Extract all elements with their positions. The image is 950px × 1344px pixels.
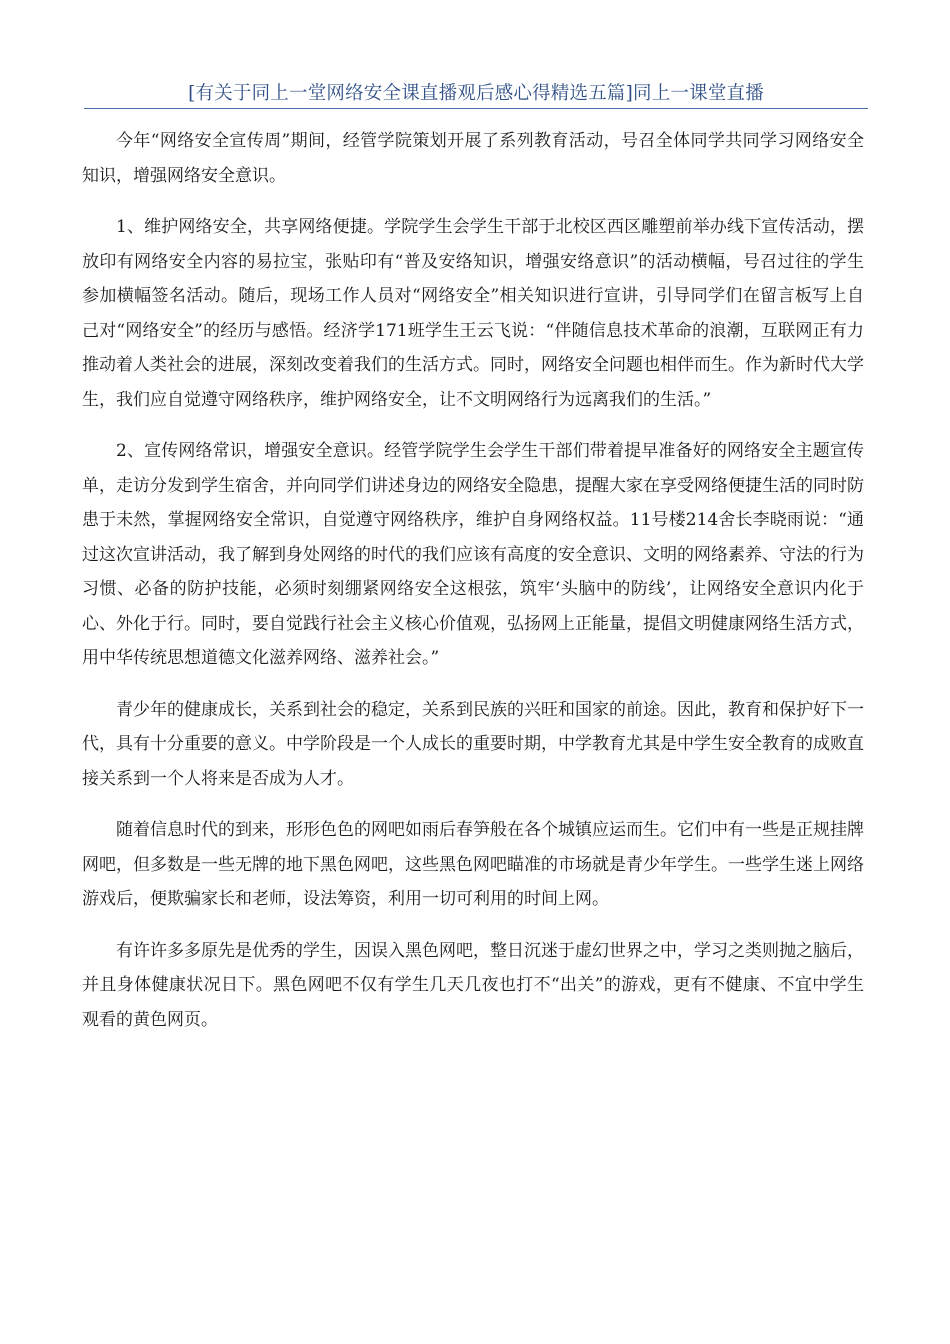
paragraph-intro: 今年“网络安全宣传周”期间，经管学院策划开展了系列教育活动，号召全体同学共同学习网络安全知识，增强网络安全意识。 <box>82 131 864 186</box>
paragraph-internet-cafes: 随着信息时代的到来，形形色色的网吧如雨后春笋般在各个城镇应运而生。它们中有一些是正规挂牌网吧，但多数是一些无牌的地下黑色网吧，这些黑色网吧瞄准的市场就是青少年学生。一些学生迷上网络游戏后，便欺骗家长和老师，设法筹资，利用一切可利用的时间上网。 <box>82 820 864 909</box>
title-underline <box>84 108 868 109</box>
document-body <box>82 124 864 1054</box>
paragraph-youth-growth: 青少年的健康成长，关系到社会的稳定，关系到民族的兴旺和国家的前途。因此，教育和保护好下一代，具有十分重要的意义。中学阶段是一个人成长的重要时期，中学教育尤其是中学生安全教育的成败直接关系到一个人将来是否成为人才。 <box>82 699 864 789</box>
paragraph-item-1: 1、维护网络安全，共享网络便捷。学院学生会学生干部于北校区西区雕塑前举办线下宣传活动，摆放印有网络安全内容的易拉宝，张贴印有“普及安络知识，增强安络意识”的活动横幅，号召过往的学生参加横幅签名活动。随后，现场工作人员对“网络安全”相关知识进行宣讲，引导同学们在留言板写上自己对“网络安全”的经历与感悟。经济学171班学生王云飞说：“伴随信息技术革命的浪潮，互联网正有力推动着人类社会的进展，深刻改变着我们的生活方式。同时，网络安全问题也相伴而生。作为新时代大学生，我们应自觉遵守网络秩序，维护网络安全，让不文明网络行为远离我们的生活。” <box>82 217 864 410</box>
paragraph-item-2: 2、宣传网络常识，增强安全意识。经管学院学生会学生干部们带着提早准备好的网络安全主题宣传单，走访分发到学生宿舍，并向同学们讲述身边的网络安全隐患，提醒大家在享受网络便捷生活的同时防患于未然，掌握网络安全常识，自觉遵守网络秩序，维护自身网络权益。11号楼214舍长李晓雨说：“通过这次宣讲活动，我了解到身处网络的时代的我们应该有高度的安全意识、文明的网络素养、守法的行为习惯、必备的防护技能，必须时刻绷紧网络安全这根弦，筑牢‘头脑中的防线’，让网络安全意识内化于心、外化于行。同时，要自觉践行社会主义核心价值观，弘扬网上正能量，提倡文明健康网络生活方式，用中华传统思想道德文化滋养网络、滋养社会。” <box>82 441 864 668</box>
document-title: [有关于同上一堂网络安全课直播观后感心得精选五篇]同上一课堂直播 <box>188 83 764 104</box>
paragraph-students-addiction: 有许许多多原先是优秀的学生，因误入黑色网吧，整日沉迷于虚幻世界之中，学习之类则抛之脑后，并且身体健康状况日下。黑色网吧不仅有学生几天几夜也打不“出关”的游戏，更有不健康、不宜中学生观看的黄色网页。 <box>82 940 864 1030</box>
